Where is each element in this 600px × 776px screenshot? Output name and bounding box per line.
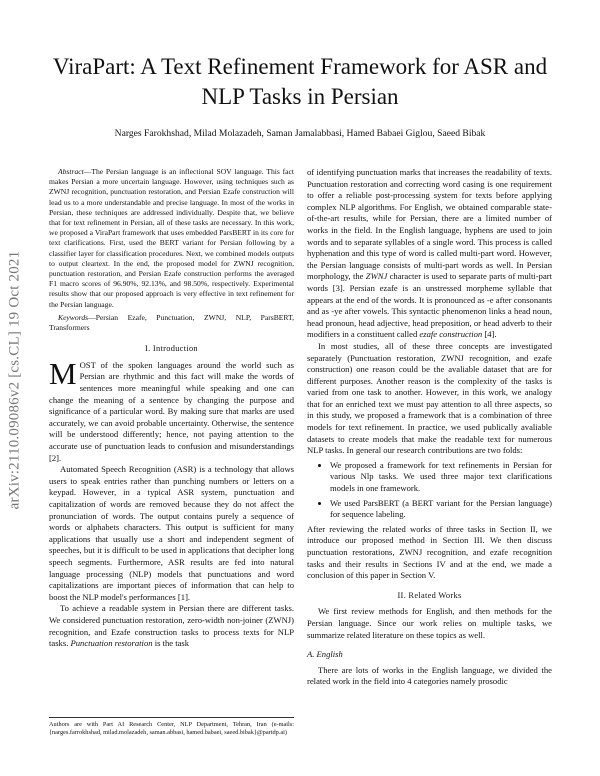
list-item: • We proposed a framework for text refinements in Persian for various Nlp tasks. We used three major text clarifications models in one framework.	[330, 460, 552, 495]
left-column	[49, 167, 294, 650]
intro-paragraph-3-continued: of identifying punctuation marks that increases the readability of texts. Punctuation restoration and correcting word casing is one requirement to offer a reliable post-processing system for texts before applying complex NLP algorithms. For English, we obtained comparable state-of-the-art results, while for Persian, there are a limited number of works in the field. In the English language, hyphens are used to join words and to separate syllables of a single word. This process is called hyphenation and this type of word is called multi-part word. However, the Persian language consists of multi-part words as well. In Persian morphology, the ZWNJ character is used to separate parts of multi-part words [3]. Persian ezafe is an unstressed morpheme syllable that appears at the end of the words. It is pronounced as -e after consonants and as -ye after vowels. This syntactic phenomenon links a head noun, head pronoun, head adjective, head preposition, or head adverb to their modifiers in a constituent called ezafe construction [4].	[307, 167, 553, 340]
english-paragraph-1: There are lots of works in the English language, we divided the related work in the field into 4 categories namely prosodic	[307, 664, 552, 687]
arxiv-stamp: arXiv:2110.09086v2 [cs.CL] 19 Oct 2021	[6, 250, 23, 510]
abstract: Abstract—The Persian language is an inflectional SOV language. This fact makes Persian a more uncertain language. However, using techniques such as ZWNJ recognition, punctuation restoration, and Persian Ezafe construction will lead us to a more understandable and precise language. In most of the works in Persian, these techniques are addressed individually. Despite that, we believe that for text refinement in Persian, all of these tasks are necessary. In this work, we proposed a ViraPart framework that uses embedded ParsBERT in its core for text clarifications. First, used the BERT variant for Persian following by a classifier layer for classification procedures. Next, we combined models outputs to output cleartext. In the end, the proposed model for ZWNJ recognition, punctuation restoration, and Persian Ezafe construction performs the averaged F1 macro scores of 96.90%, 92.13%, and 98.50%, respectively. Experimental results show that our proposed approach is very effective in text refinement for the Persian language.	[49, 167, 294, 309]
drop-cap: M	[49, 355, 77, 391]
intro-paragraph-4: In most studies, all of these three concepts are investigated separately (Punctuation restoration, ZWNJ recognition, and ezafe construction) one reason could be the avaliable dataset that are for different purposes. Another reason is the complexity of the tasks is varied from one task to another. However, in this work, we analogy that for an enriched text we must pay attention to all three aspects, so in this study, we proposed a framework that is a combination of three models for text refinement. In practice, we used publically avaliable datasets to create models that make the readable text for numerous NLP tasks. In general our research contributions are two folds:	[307, 340, 552, 456]
list-item: • We used ParsBERT (a BERT variant for the Persian language) for sequence labeling.	[330, 498, 552, 521]
footnote: Authors are with Part AI Research Center, NLP Department, Tehran, Iran (e-mails:{narges.farrokhshad, milad.molazadeh, saman.abbasi, hamed.babaei, saeed.bibak}@partdp.ai)	[49, 717, 294, 737]
intro-paragraph-3: To achieve a readable system in Persian there are different tasks. We considered punctuation restoration, zero-width non-joiner (ZWNJ) recognition, and Ezafe construction tasks to process texts for NLP tasks. Punctuation restoration is the task	[49, 603, 294, 649]
intro-paragraph-2: Automated Speech Recognition (ASR) is a technology that allows users to speak entries rather than punching numbers or letters on a keypad. However, in a typical ASR system, punctuation and capitalization of words are removed because they do not affect the pronunciation of words. The output contains purely a sequence of words or alphabets characters. This output is sufficient for many applications that usually use a short and independent segment of speeches, but it is difficult to be used in applications that decipher long speech segments. Furthermore, ASR results are fed into natural language processing (NLP) models that punctuations and word capitalizations are important pieces of information that can help to boost the NLP model's performances [1].	[49, 464, 294, 602]
subsection-heading-english: A. English	[307, 649, 343, 660]
section-heading-introduction: I. Introduction	[145, 344, 198, 354]
contribution-list	[307, 460, 552, 521]
intro-paragraph-1: MOST of the spoken languages around the world such as Persian are rhythmic and this fact will make the words of sentences more meaningful while speaking and one can change the meaning of a sentence by changing the purpose and significance of a particular word. By making sure that marks are used accurately, we can avoid probable uncertainty. Otherwise, the sentence will be understood differently; hence, not paying attention to the accurate use of punctuation leads to confusion and misunderstandings [2].	[49, 355, 294, 463]
keywords: Keywords—Persian Ezafe, Punctuation, ZWNJ, NLP, ParsBERT, Transformers	[49, 312, 294, 333]
right-column	[307, 167, 552, 688]
section-heading-related-works: II. Related Works	[397, 590, 462, 600]
related-paragraph-1: We first review methods for English, and then methods for the Persian language. Since our work relies on multiple tasks, we summarize related literature on these topics as well.	[307, 606, 552, 640]
paper-title: ViraPart: A Text Refinement Framework for ASR and NLP Tasks in Persian	[52, 54, 548, 109]
author-list: Narges Farokhshad, Milad Molazadeh, Saman Jamalabbasi, Hamed Babaei Giglou, Saeed Bibak	[114, 128, 486, 139]
intro-paragraph-5: After reviewing the related works of three tasks in Section II, we introduce our proposed method in Section III. We then discuss punctuation restorations, ZWNJ recognition, and ezafe recognition tasks and their results in Sections IV and at the end, we made a conclusion of this paper in Section V.	[307, 523, 552, 581]
